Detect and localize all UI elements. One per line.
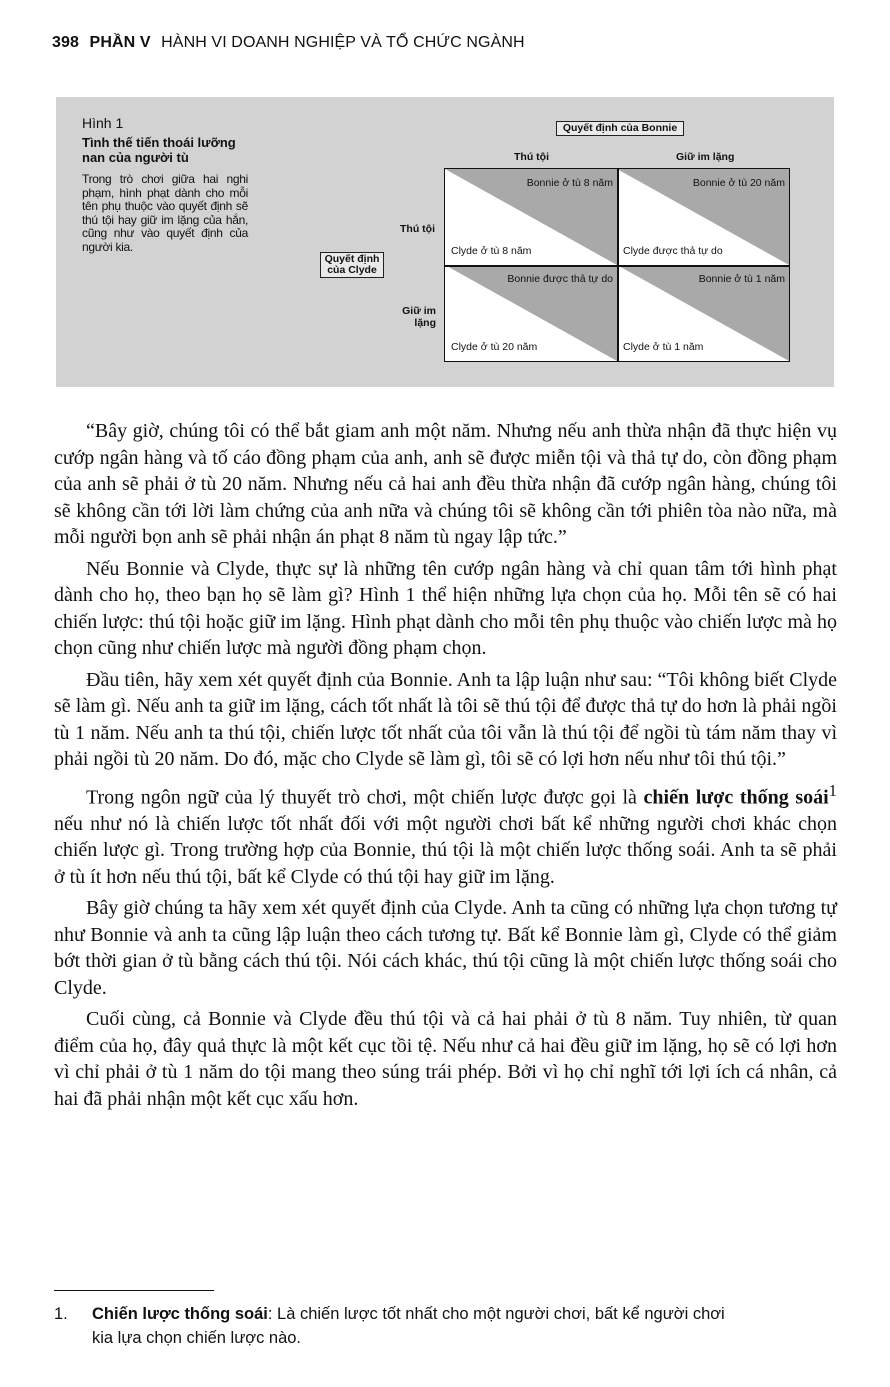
paragraph: Nếu Bonnie và Clyde, thực sự là những tên cướp ngân hàng và chỉ quan tâm tới hình phạt dành cho họ, theo bạn họ sẽ làm gì? Hình 1 thể hiện những lựa chọn của họ. Mỗi tên sẽ có hai chiến lược: thú tội hoặc giữ im lặng. Hình phạt dành cho mỗi tên phụ thuộc vào chiến lược mà họ chọn cũng như chiến lược mà người đồng phạm chọn. [54, 557, 837, 659]
bonnie-outcome: Bonnie ở tù 8 năm [526, 177, 613, 189]
matrix-divider-horizontal [445, 265, 789, 267]
figure-description: Trong trò chơi giữa hai nghi phạm, hình phạt dành cho mỗi tên phụ thuộc vào quyết định sẽ thú tội hay giữ im lặng của hắn, cũng như vào quyết định của người kia. [82, 172, 248, 254]
payoff-cell [617, 169, 789, 265]
figure-label: Hình 1 [82, 115, 124, 131]
key-term: chiến lược thống soái [643, 786, 829, 809]
paragraph-text: nếu như nó là chiến lược tốt nhất đối với một người chơi bất kể những người chơi khác chọn chiến lược gì. Trong trường hợp của Bonnie, thú tội là một chiến lược thống soái. Anh ta sẽ phải ở tù ít hơn nếu thú tội, bất kể Clyde có thú tội hay giữ im lặng. [54, 812, 837, 888]
running-header [52, 34, 525, 52]
clyde-outcome: Clyde ở tù 1 năm [623, 341, 704, 353]
payoff-cell [617, 265, 789, 361]
paragraph: “Bây giờ, chúng tôi có thể bắt giam anh một năm. Nhưng nếu anh thừa nhận đã thực hiện vụ cướp ngân hàng và tố cáo đồng phạm của anh, anh sẽ được miễn tội và thả tự do, còn đồng phạm của anh sẽ phải ở tù 20 năm. Nhưng nếu cả hai anh đều thừa nhận đã cướp ngân hàng, chúng tôi sẽ không cần tới lời làm chứng của anh nữa và chúng tôi sẽ không cần tới phiên tòa nào nữa, mà mỗi người bọn anh sẽ phải nhận án phạt 8 năm tù ngay lập tức.” [54, 420, 837, 548]
chapter-title: HÀNH VI DOANH NGHIỆP VÀ TỔ CHỨC NGÀNH [161, 34, 525, 51]
paragraph: Bây giờ chúng ta hãy xem xét quyết định của Clyde. Anh ta cũng có những lựa chọn tương tự như Bonnie và anh ta cũng lập luận theo cách tương tự. Bất kể Bonnie làm gì, Clyde có thể giảm bớt thời gian ở tù bằng cách thú tội. Nói cách khác, thú tội cũng là một chiến lược thống soái cho Clyde. [54, 897, 837, 999]
footnote-term: Chiến lược thống soái [92, 1305, 268, 1323]
row-option-confess: Thú tội [400, 223, 435, 235]
row-header-clyde: Quyết định của Clyde [320, 252, 384, 278]
clyde-outcome: Clyde ở tù 20 năm [451, 341, 538, 353]
figure-caption [82, 115, 248, 254]
paragraph: Cuối cùng, cả Bonnie và Clyde đều thú tội và cả hai phải ở tù 8 năm. Tuy nhiên, từ quan điểm của họ, đây quả thực là một kết cục tồi tệ. Nếu như cả hai đều giữ im lặng, họ sẽ có lợi hơn vì chỉ phải ở tù 1 năm do tội mang theo súng trái phép. Bởi vì họ chỉ nghĩ tới lợi ích cá nhân, cả hai đã phải nhận một kết cục xấu hơn. [54, 1008, 837, 1110]
part-label: PHẦN V [89, 34, 151, 51]
footnote-line [54, 1302, 839, 1326]
figure-title: Tình thế tiến thoái lưỡng nan của người tù [82, 135, 236, 165]
clyde-outcome: Clyde ở tù 8 năm [451, 245, 532, 257]
paragraph: Đầu tiên, hãy xem xét quyết định của Bonnie. Anh ta lập luận như sau: “Tôi không biết Clyde sẽ làm gì. Nếu anh ta giữ im lặng, cách tốt nhất là tôi sẽ thú tội để được thả tự do hơn là phải ngồi tù 1 năm. Nếu anh ta thú tội, chiến lược tốt nhất của tôi vẫn là thú tội để ngồi tù tám năm thay vì phải ngồi tù 20 năm. Do đó, mặc cho Clyde sẽ làm gì, tôi sẽ có lợi hơn nếu như tôi thú tội.” [54, 668, 837, 770]
footnote-ref[interactable]: 1 [828, 780, 837, 800]
footnote-text: : Là chiến lược tốt nhất cho một người chơi, bất kể người chơi [267, 1305, 725, 1323]
payoff-matrix [444, 168, 790, 362]
row-option-silent: Giữ im lặng [402, 305, 436, 329]
bonnie-outcome: Bonnie ở tù 1 năm [698, 273, 785, 285]
figure-1 [56, 97, 834, 387]
footnote [54, 1302, 839, 1350]
paragraph-text: Trong ngôn ngữ của lý thuyết trò chơi, một chiến lược được gọi là [86, 786, 644, 809]
col-option-confess: Thú tội [514, 151, 549, 163]
bonnie-outcome: Bonnie ở tù 20 năm [692, 177, 785, 189]
footnote-number: 1. [54, 1305, 68, 1323]
page-number: 398 [52, 34, 79, 51]
col-option-silent: Giữ im lặng [676, 151, 735, 163]
payoff-cell [445, 169, 617, 265]
paragraph [54, 778, 837, 891]
footnote-text-cont: kia lựa chọn chiến lược nào. [92, 1329, 302, 1347]
footnote-divider [54, 1290, 214, 1291]
payoff-cell [445, 265, 617, 361]
body-text [54, 418, 837, 1117]
bonnie-outcome: Bonnie được thả tự do [507, 273, 613, 285]
clyde-outcome: Clyde được thả tự do [623, 245, 723, 257]
col-header-bonnie: Quyết định của Bonnie [556, 121, 684, 136]
